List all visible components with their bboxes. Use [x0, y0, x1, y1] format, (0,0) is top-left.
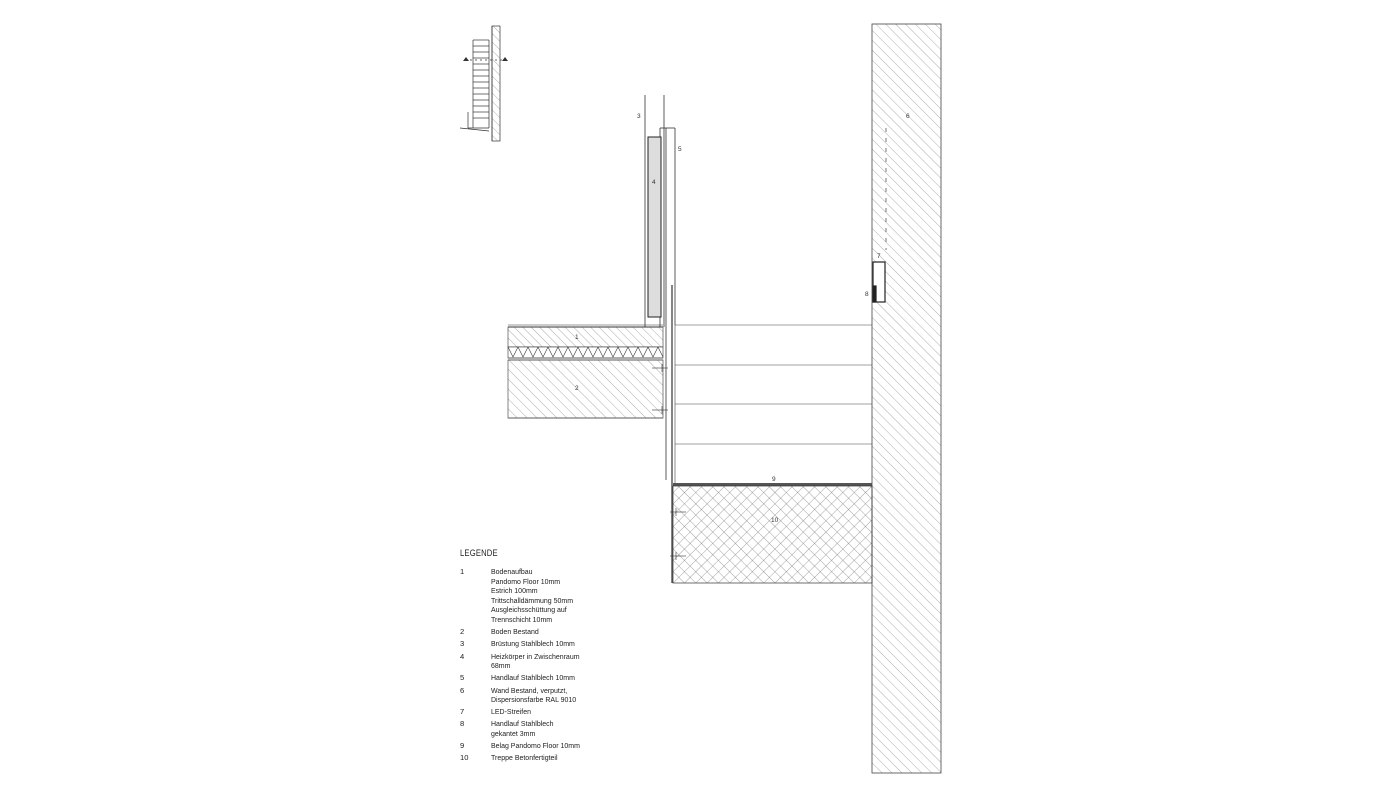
label-7: 7	[877, 253, 881, 260]
legend-number: 7	[460, 707, 465, 717]
legend-item	[460, 639, 660, 649]
legend-number: 3	[460, 639, 465, 649]
legend-text: Belag Pandomo Floor 10mm	[491, 741, 580, 751]
legend-text: Boden Bestand	[491, 627, 539, 637]
legend-number: 10	[460, 753, 469, 763]
handrail-profile	[873, 262, 885, 302]
legend-title: LEGENDE	[460, 548, 498, 558]
legend-number: 5	[460, 673, 465, 683]
legend-item	[460, 567, 660, 625]
legend-text: Handlauf Stahlblech gekantet 3mm	[491, 719, 554, 739]
legend-number: 6	[460, 685, 465, 695]
label-6: 6	[906, 113, 910, 120]
label-5: 5	[678, 146, 682, 153]
legend-text: Handlauf Stahlblech 10mm	[491, 673, 575, 683]
label-3: 3	[637, 113, 641, 120]
legend-item	[460, 627, 660, 637]
label-10: 10	[771, 517, 779, 524]
legend-items	[460, 567, 660, 763]
legend-item	[460, 707, 660, 717]
label-4: 4	[652, 179, 656, 186]
legend-item	[460, 652, 660, 671]
legend-number: 2	[460, 627, 465, 637]
legend-item	[460, 673, 660, 683]
legend-text: Bodenaufbau Pandomo Floor 10mm Estrich 100mm Trittschalldämmung 50mm Ausgleichsschüttung auf Trennschicht 10mm	[491, 567, 574, 624]
legend-text: Brüstung Stahlblech 10mm	[491, 639, 575, 649]
stair	[673, 325, 872, 583]
drawing-labels	[575, 113, 910, 524]
legend-item	[460, 719, 660, 738]
label-1: 1	[575, 334, 579, 341]
legend-item	[460, 741, 660, 751]
legend-text: LED-Streifen	[491, 707, 532, 717]
legend-text: Wand Bestand, verputzt, Dispersionsfarbe RAL 9010	[491, 685, 577, 705]
key-plan	[460, 26, 508, 141]
legend-item	[460, 686, 660, 705]
legend	[460, 548, 660, 766]
legend-item	[460, 753, 660, 763]
label-9: 9	[772, 476, 776, 483]
legend-number: 9	[460, 741, 465, 751]
legend-text: Heizkörper in Zwischenraum 68mm	[491, 651, 580, 671]
legend-text: Treppe Betonfertigteil	[491, 753, 558, 763]
legend-number: 1	[460, 567, 465, 576]
legend-number: 4	[460, 651, 465, 661]
legend-number: 8	[460, 719, 465, 729]
label-2: 2	[575, 385, 579, 392]
wall-existing	[872, 24, 941, 773]
label-8: 8	[865, 291, 869, 298]
floor-buildup	[508, 325, 663, 418]
